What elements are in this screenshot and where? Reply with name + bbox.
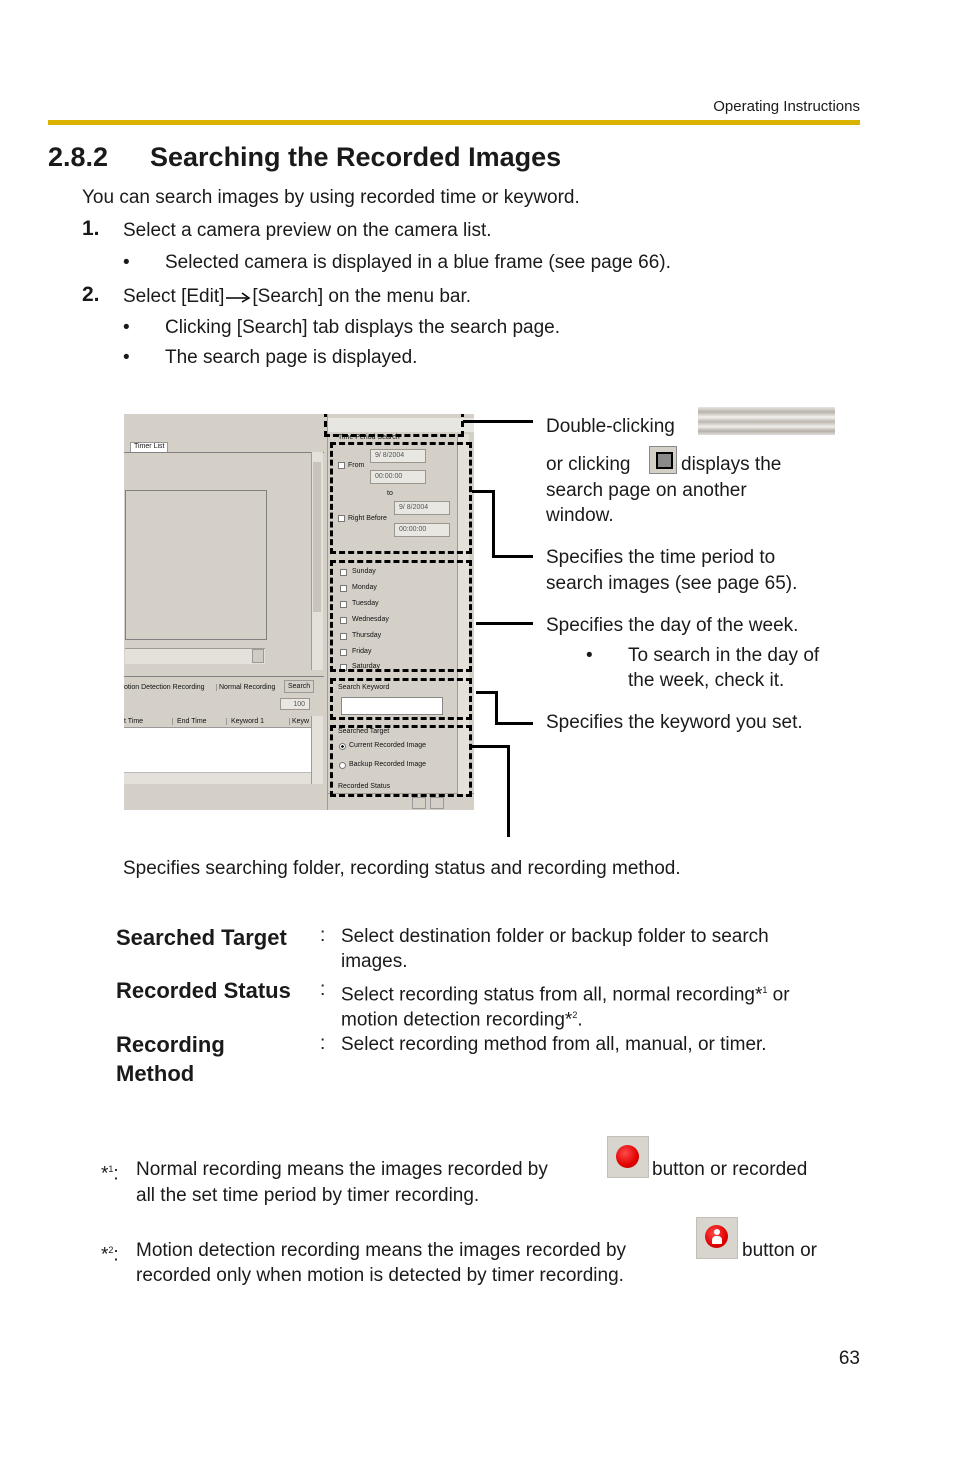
horizontal-scrollbar[interactable] [125,648,265,664]
highlight-keyword [330,678,472,720]
step-2-text [123,284,471,309]
leader-title-bar [463,420,533,423]
day-label-tuesday: Tuesday [352,600,379,607]
def-colon: : [320,1033,326,1054]
bullet-text: The search page is displayed. [165,347,418,368]
footnote-mark: * [101,1244,109,1266]
footnote-2-text-c: recorded only when motion is detected by timer recording. [136,1265,624,1286]
bullet-dot: • [586,645,593,666]
leader-time-h1 [472,490,494,493]
leader-target-h [472,745,510,748]
col-end-time: End Time [172,718,207,725]
search-keyword-title: Search Keyword [338,684,390,691]
leader-days [476,622,533,625]
footnote-colon: : [113,1163,119,1185]
time-period-title: Time Period Search [338,434,400,441]
callout-double-click-b: or clicking [546,454,631,475]
col-keyword-2: Keyw [289,718,309,725]
def-term-recording-method-b: Method [116,1061,195,1086]
bullet-dot: • [123,347,130,368]
section-title-text: Searching the Recorded Images [150,142,562,172]
from-date-field[interactable]: 9/ 8/2004 [370,449,426,463]
right-before-label: Right Before [348,515,387,522]
step-2-number: 2. [82,283,100,306]
footnote-2-marker [101,1238,119,1267]
def-text-part: or [767,984,790,1006]
day-label-wednesday: Wednesday [352,616,389,623]
day-label-saturday: Saturday [352,663,381,670]
def-term-recording-method-a: Recording [116,1032,225,1057]
callout-day-bullet [586,643,819,668]
step-2-text-before: Select [Edit] [123,286,225,307]
footnote-ref-2: 2 [572,1010,578,1020]
footnote-sup: 2 [108,1245,114,1255]
step-1-text: Select a camera preview on the camera list. [123,220,492,241]
arrow-right-icon [225,291,251,303]
def-term-recorded-status: Recorded Status [116,978,291,1003]
def-text-part: . [577,1009,583,1031]
footnote-mark: * [101,1163,109,1185]
step-2-bullet-2 [123,345,417,370]
footnote-1-marker [101,1157,119,1186]
search-page-screenshot [124,414,474,810]
def-text-searched-target-2: images. [341,951,408,972]
footnote-1-text-c: all the set time period by timer recording. [136,1185,480,1206]
def-colon: : [320,925,326,946]
bullet-dot: • [123,252,130,273]
footnote-2-text-b: button or [742,1240,817,1261]
header-label: Operating Instructions [713,98,860,115]
to-time-field[interactable]: 00:00:00 [394,523,450,537]
radio-current-label: Current Recorded Image [349,742,427,749]
step-1-number: 1. [82,217,100,240]
highlight-target [330,725,472,797]
recorded-status-title: Recorded Status [338,783,391,790]
record-button-icon [607,1136,649,1178]
intro-text: You can search images by using recorded time or keyword. [82,187,580,208]
callout-keyword: Specifies the keyword you set. [546,712,803,733]
leader-keyword-v [495,691,498,725]
callout-day-bullet-a: To search in the day of [628,645,820,666]
footnote-1-text-b: button or recorded [652,1159,808,1180]
tab-motion[interactable]: otion Detection Recording [124,684,205,691]
leader-keyword-h2 [495,722,533,725]
from-label: From [348,462,365,469]
leader-target-v [507,745,510,837]
col-start-time: t Time [124,718,144,725]
step-1-bullet [123,250,671,275]
day-label-thursday: Thursday [352,632,382,639]
def-text-searched-target-1: Select destination folder or backup folder to search [341,926,769,947]
section-number: 2.8.2 [48,142,109,172]
footnote-sup: 1 [108,1164,114,1174]
tab-search[interactable]: Search [284,680,314,693]
def-text-recording-method: Select recording method from all, manual, or timer. [341,1034,767,1055]
def-colon: : [320,979,326,1000]
bullet-text: Selected camera is displayed in a blue frame (see page 66). [165,252,671,273]
leader-time-v [492,490,495,558]
day-label-sunday: Sunday [352,568,376,575]
step-2-text-after: [Search] on the menu bar. [252,286,472,307]
header-rule [48,120,860,125]
def-text-part: motion detection recording* [341,1009,573,1031]
callout-double-click-a: Double-clicking [546,416,675,437]
searched-target-title: Searched Target [338,728,390,735]
highlight-time-period [330,442,472,554]
callout-time-period-a: Specifies the time period to [546,547,776,568]
callout-time-period-b: search images (see page 65). [546,573,798,594]
callout-day-of-week: Specifies the day of the week. [546,615,799,636]
section-title [48,142,561,173]
window-icon [649,446,677,474]
def-term-searched-target: Searched Target [116,925,287,950]
bullet-text: Clicking [Search] tab displays the search page. [165,317,560,338]
to-date-field[interactable]: 9/ 8/2004 [394,501,450,515]
def-text-recorded-status-2 [341,1003,583,1032]
count-box[interactable]: 100 [280,698,310,710]
def-text-part: Select recording status from all, normal recording* [341,984,763,1006]
callout-day-bullet-b: the week, check it. [628,670,785,691]
page-number: 63 [838,1348,860,1369]
step-2-bullet-1 [123,315,560,340]
footnote-ref-1: 1 [762,985,768,995]
motion-record-button-icon [696,1217,738,1259]
title-bar-grip-icon [698,407,835,435]
footnote-colon: : [113,1244,119,1266]
leader-time-h2 [492,555,533,558]
to-label: to [387,490,393,497]
bullet-dot: • [123,317,130,338]
callout-double-click-e: window. [546,505,614,526]
callout-double-click-c: displays the [681,454,782,475]
highlight-days [330,560,472,672]
footnote-2-text-a: Motion detection recording means the images recorded by [136,1240,627,1261]
radio-backup-label: Backup Recorded Image [349,761,427,768]
tab-normal[interactable]: Normal Recording [216,684,275,691]
callout-double-click-d: search page on another [546,480,747,501]
day-label-friday: Friday [352,648,372,655]
footnote-1-text-a: Normal recording means the images recorded by [136,1159,548,1180]
tab-timer-list[interactable]: Timer List [130,442,168,453]
day-label-monday: Monday [352,584,377,591]
from-time-field[interactable]: 00:00:00 [370,470,426,484]
col-keyword-1: Keyword 1 [226,718,264,725]
callout-folder: Specifies searching folder, recording status and recording method. [123,858,681,879]
highlight-title-bar [324,414,464,437]
